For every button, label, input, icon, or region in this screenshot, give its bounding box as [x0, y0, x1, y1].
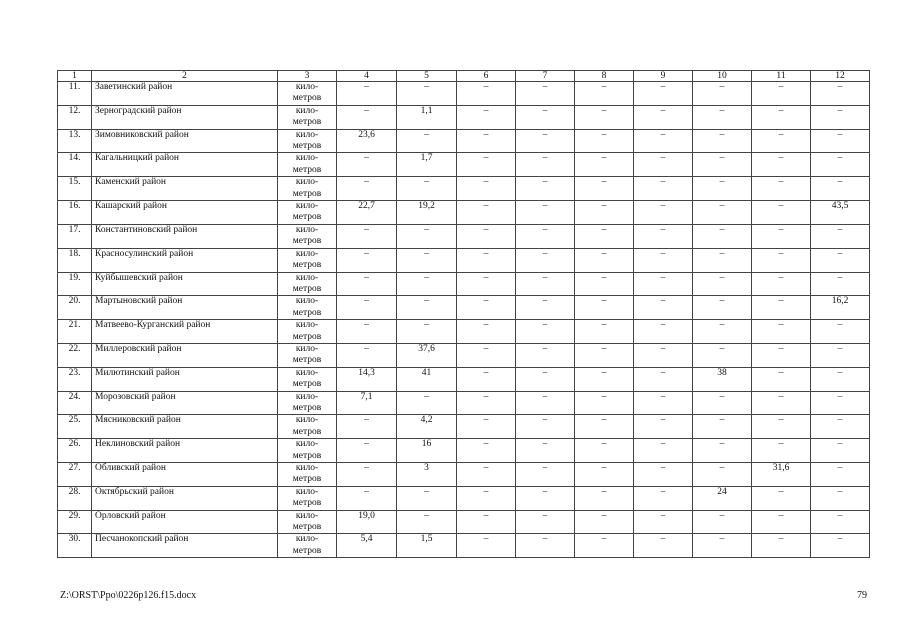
- value-cell: –: [575, 177, 634, 201]
- value-cell: –: [575, 463, 634, 487]
- value-cell: –: [693, 439, 752, 463]
- row-number: 14.: [58, 153, 92, 177]
- district-name: Кагальницкий район: [92, 153, 278, 177]
- value-cell: –: [397, 486, 457, 510]
- row-number: 18.: [58, 248, 92, 272]
- value-cell: –: [752, 153, 811, 177]
- data-table: [57, 70, 870, 558]
- value-cell: –: [397, 296, 457, 320]
- value-cell: –: [397, 320, 457, 344]
- value-cell: –: [457, 129, 516, 153]
- unit-cell: кило- метров: [278, 320, 337, 344]
- row-number: 26.: [58, 439, 92, 463]
- value-cell: 16: [397, 439, 457, 463]
- row-number: 22.: [58, 343, 92, 367]
- value-cell: –: [752, 439, 811, 463]
- table-row: [58, 82, 870, 106]
- row-number: 28.: [58, 486, 92, 510]
- column-header: 8: [575, 71, 634, 82]
- value-cell: –: [634, 486, 693, 510]
- row-number: 20.: [58, 296, 92, 320]
- value-cell: –: [457, 320, 516, 344]
- unit-cell: кило- метров: [278, 486, 337, 510]
- value-cell: 31,6: [752, 463, 811, 487]
- value-cell: –: [693, 463, 752, 487]
- value-cell: –: [575, 201, 634, 225]
- value-cell: –: [634, 415, 693, 439]
- value-cell: –: [397, 177, 457, 201]
- value-cell: –: [575, 320, 634, 344]
- district-name: Красносулинский район: [92, 248, 278, 272]
- table-row: [58, 177, 870, 201]
- column-header: 12: [811, 71, 870, 82]
- row-number: 15.: [58, 177, 92, 201]
- value-cell: –: [457, 486, 516, 510]
- value-cell: –: [457, 248, 516, 272]
- value-cell: –: [457, 153, 516, 177]
- value-cell: –: [516, 320, 575, 344]
- row-number: 13.: [58, 129, 92, 153]
- value-cell: –: [457, 272, 516, 296]
- value-cell: –: [811, 248, 870, 272]
- value-cell: –: [811, 415, 870, 439]
- district-name: Заветинский район: [92, 82, 278, 106]
- value-cell: –: [693, 129, 752, 153]
- value-cell: –: [337, 320, 397, 344]
- value-cell: –: [752, 320, 811, 344]
- district-name: Матвеево-Курганский район: [92, 320, 278, 344]
- value-cell: 19,0: [337, 510, 397, 534]
- value-cell: 16,2: [811, 296, 870, 320]
- value-cell: –: [752, 391, 811, 415]
- value-cell: –: [693, 82, 752, 106]
- row-number: 12.: [58, 105, 92, 129]
- value-cell: –: [811, 534, 870, 558]
- value-cell: 37,6: [397, 343, 457, 367]
- row-number: 27.: [58, 463, 92, 487]
- value-cell: –: [516, 463, 575, 487]
- table-row: [58, 367, 870, 391]
- value-cell: –: [811, 463, 870, 487]
- table-row: [58, 391, 870, 415]
- value-cell: 7,1: [337, 391, 397, 415]
- district-name: Октябрьский район: [92, 486, 278, 510]
- district-name: Миллеровский район: [92, 343, 278, 367]
- value-cell: –: [457, 224, 516, 248]
- value-cell: –: [693, 201, 752, 225]
- unit-cell: кило- метров: [278, 391, 337, 415]
- value-cell: –: [811, 343, 870, 367]
- value-cell: –: [575, 534, 634, 558]
- value-cell: –: [397, 391, 457, 415]
- value-cell: –: [811, 486, 870, 510]
- column-header: 5: [397, 71, 457, 82]
- value-cell: –: [457, 296, 516, 320]
- unit-cell: кило- метров: [278, 153, 337, 177]
- district-name: Кашарский район: [92, 201, 278, 225]
- value-cell: –: [516, 272, 575, 296]
- unit-cell: кило- метров: [278, 463, 337, 487]
- value-cell: –: [397, 510, 457, 534]
- value-cell: –: [752, 486, 811, 510]
- value-cell: –: [516, 296, 575, 320]
- value-cell: –: [457, 463, 516, 487]
- district-name: Каменский район: [92, 177, 278, 201]
- table-row: [58, 296, 870, 320]
- value-cell: –: [457, 105, 516, 129]
- value-cell: –: [752, 534, 811, 558]
- value-cell: –: [693, 177, 752, 201]
- value-cell: –: [752, 105, 811, 129]
- value-cell: –: [634, 343, 693, 367]
- column-header: 10: [693, 71, 752, 82]
- value-cell: –: [634, 296, 693, 320]
- value-cell: –: [693, 343, 752, 367]
- row-number: 24.: [58, 391, 92, 415]
- value-cell: –: [337, 343, 397, 367]
- table-row: [58, 129, 870, 153]
- value-cell: –: [516, 129, 575, 153]
- value-cell: –: [516, 415, 575, 439]
- value-cell: –: [575, 367, 634, 391]
- table-body: [58, 82, 870, 558]
- value-cell: –: [457, 82, 516, 106]
- column-header: 4: [337, 71, 397, 82]
- district-name: Милютинский район: [92, 367, 278, 391]
- value-cell: –: [811, 391, 870, 415]
- value-cell: –: [634, 177, 693, 201]
- value-cell: –: [337, 105, 397, 129]
- value-cell: –: [516, 343, 575, 367]
- value-cell: 41: [397, 367, 457, 391]
- table-row: [58, 224, 870, 248]
- value-cell: –: [811, 82, 870, 106]
- value-cell: –: [516, 439, 575, 463]
- value-cell: 23,6: [337, 129, 397, 153]
- district-name: Морозовский район: [92, 391, 278, 415]
- unit-cell: кило- метров: [278, 534, 337, 558]
- value-cell: –: [397, 129, 457, 153]
- table-row: [58, 105, 870, 129]
- row-number: 23.: [58, 367, 92, 391]
- unit-cell: кило- метров: [278, 367, 337, 391]
- value-cell: –: [457, 367, 516, 391]
- district-name: Куйбышевский район: [92, 272, 278, 296]
- column-header: 3: [278, 71, 337, 82]
- unit-cell: кило- метров: [278, 415, 337, 439]
- value-cell: –: [337, 224, 397, 248]
- value-cell: –: [634, 201, 693, 225]
- district-name: Орловский район: [92, 510, 278, 534]
- value-cell: –: [575, 415, 634, 439]
- value-cell: –: [397, 224, 457, 248]
- value-cell: –: [634, 129, 693, 153]
- value-cell: –: [634, 248, 693, 272]
- value-cell: –: [457, 439, 516, 463]
- column-header: 9: [634, 71, 693, 82]
- row-number: 30.: [58, 534, 92, 558]
- value-cell: –: [693, 320, 752, 344]
- value-cell: 19,2: [397, 201, 457, 225]
- value-cell: –: [634, 105, 693, 129]
- value-cell: –: [811, 439, 870, 463]
- value-cell: –: [516, 367, 575, 391]
- value-cell: –: [575, 82, 634, 106]
- column-header: 6: [457, 71, 516, 82]
- value-cell: –: [634, 439, 693, 463]
- value-cell: –: [397, 248, 457, 272]
- value-cell: –: [516, 391, 575, 415]
- value-cell: –: [693, 296, 752, 320]
- value-cell: –: [634, 82, 693, 106]
- row-number: 16.: [58, 201, 92, 225]
- unit-cell: кило- метров: [278, 129, 337, 153]
- value-cell: –: [634, 153, 693, 177]
- table-row: [58, 415, 870, 439]
- column-header: 11: [752, 71, 811, 82]
- value-cell: –: [752, 248, 811, 272]
- value-cell: –: [457, 415, 516, 439]
- value-cell: 1,1: [397, 105, 457, 129]
- value-cell: –: [575, 439, 634, 463]
- value-cell: –: [575, 486, 634, 510]
- value-cell: –: [457, 391, 516, 415]
- value-cell: –: [457, 177, 516, 201]
- column-header: 1: [58, 71, 92, 82]
- district-name: Неклиновский район: [92, 439, 278, 463]
- value-cell: –: [752, 343, 811, 367]
- value-cell: –: [634, 272, 693, 296]
- value-cell: –: [693, 224, 752, 248]
- value-cell: –: [634, 224, 693, 248]
- value-cell: –: [337, 153, 397, 177]
- district-name: Зимовниковский район: [92, 129, 278, 153]
- value-cell: –: [811, 320, 870, 344]
- table-row: [58, 272, 870, 296]
- value-cell: –: [752, 82, 811, 106]
- value-cell: –: [811, 105, 870, 129]
- row-number: 29.: [58, 510, 92, 534]
- value-cell: 1,5: [397, 534, 457, 558]
- table-row: [58, 201, 870, 225]
- value-cell: –: [457, 510, 516, 534]
- unit-cell: кило- метров: [278, 439, 337, 463]
- value-cell: 22,7: [337, 201, 397, 225]
- table-header-row: [58, 71, 870, 82]
- unit-cell: кило- метров: [278, 343, 337, 367]
- unit-cell: кило- метров: [278, 272, 337, 296]
- value-cell: –: [634, 534, 693, 558]
- page-number: 79: [857, 590, 867, 601]
- column-header: 2: [92, 71, 278, 82]
- value-cell: 1,7: [397, 153, 457, 177]
- district-name: Мартыновский район: [92, 296, 278, 320]
- row-number: 21.: [58, 320, 92, 344]
- value-cell: –: [516, 486, 575, 510]
- value-cell: –: [634, 367, 693, 391]
- value-cell: –: [752, 129, 811, 153]
- value-cell: –: [516, 248, 575, 272]
- unit-cell: кило- метров: [278, 296, 337, 320]
- value-cell: –: [575, 248, 634, 272]
- value-cell: –: [811, 272, 870, 296]
- value-cell: –: [516, 105, 575, 129]
- unit-cell: кило- метров: [278, 177, 337, 201]
- value-cell: –: [752, 224, 811, 248]
- table-row: [58, 248, 870, 272]
- value-cell: 43,5: [811, 201, 870, 225]
- file-path: Z:\ORST\Ppo\0226p126.f15.docx: [60, 590, 197, 601]
- value-cell: –: [457, 201, 516, 225]
- value-cell: –: [693, 534, 752, 558]
- value-cell: –: [575, 510, 634, 534]
- row-number: 19.: [58, 272, 92, 296]
- value-cell: –: [634, 510, 693, 534]
- value-cell: –: [516, 153, 575, 177]
- value-cell: –: [575, 129, 634, 153]
- value-cell: 3: [397, 463, 457, 487]
- value-cell: –: [752, 177, 811, 201]
- row-number: 17.: [58, 224, 92, 248]
- value-cell: –: [575, 153, 634, 177]
- value-cell: –: [457, 343, 516, 367]
- value-cell: –: [575, 391, 634, 415]
- value-cell: –: [516, 82, 575, 106]
- table-row: [58, 534, 870, 558]
- value-cell: –: [752, 201, 811, 225]
- table-row: [58, 463, 870, 487]
- table-row: [58, 153, 870, 177]
- value-cell: –: [575, 343, 634, 367]
- value-cell: 38: [693, 367, 752, 391]
- value-cell: –: [693, 510, 752, 534]
- table-row: [58, 439, 870, 463]
- value-cell: –: [811, 367, 870, 391]
- row-number: 11.: [58, 82, 92, 106]
- value-cell: –: [752, 367, 811, 391]
- value-cell: –: [634, 320, 693, 344]
- value-cell: –: [457, 534, 516, 558]
- value-cell: –: [693, 415, 752, 439]
- district-name: Песчанокопский район: [92, 534, 278, 558]
- value-cell: –: [575, 224, 634, 248]
- value-cell: –: [397, 272, 457, 296]
- value-cell: –: [575, 272, 634, 296]
- value-cell: –: [516, 224, 575, 248]
- table-row: [58, 486, 870, 510]
- unit-cell: кило- метров: [278, 201, 337, 225]
- unit-cell: кило- метров: [278, 224, 337, 248]
- value-cell: 14,3: [337, 367, 397, 391]
- value-cell: –: [752, 510, 811, 534]
- value-cell: –: [634, 463, 693, 487]
- district-name: Мясниковский район: [92, 415, 278, 439]
- value-cell: –: [337, 486, 397, 510]
- value-cell: –: [693, 272, 752, 296]
- value-cell: –: [811, 129, 870, 153]
- value-cell: –: [337, 415, 397, 439]
- value-cell: –: [752, 272, 811, 296]
- value-cell: –: [516, 201, 575, 225]
- value-cell: –: [516, 534, 575, 558]
- unit-cell: кило- метров: [278, 105, 337, 129]
- value-cell: –: [337, 177, 397, 201]
- column-header: 7: [516, 71, 575, 82]
- value-cell: –: [337, 439, 397, 463]
- value-cell: –: [516, 177, 575, 201]
- value-cell: –: [337, 463, 397, 487]
- value-cell: –: [811, 177, 870, 201]
- unit-cell: кило- метров: [278, 510, 337, 534]
- value-cell: –: [337, 82, 397, 106]
- value-cell: –: [337, 248, 397, 272]
- value-cell: –: [693, 105, 752, 129]
- value-cell: 24: [693, 486, 752, 510]
- unit-cell: кило- метров: [278, 248, 337, 272]
- value-cell: –: [693, 391, 752, 415]
- table-row: [58, 320, 870, 344]
- value-cell: –: [693, 248, 752, 272]
- district-name: Обливский район: [92, 463, 278, 487]
- value-cell: –: [811, 153, 870, 177]
- value-cell: –: [811, 224, 870, 248]
- table-row: [58, 510, 870, 534]
- value-cell: 4,2: [397, 415, 457, 439]
- unit-cell: кило- метров: [278, 82, 337, 106]
- district-name: Зерноградский район: [92, 105, 278, 129]
- value-cell: –: [752, 296, 811, 320]
- value-cell: –: [337, 272, 397, 296]
- value-cell: –: [693, 153, 752, 177]
- value-cell: –: [397, 82, 457, 106]
- table-row: [58, 343, 870, 367]
- value-cell: –: [575, 296, 634, 320]
- district-name: Константиновский район: [92, 224, 278, 248]
- value-cell: –: [575, 105, 634, 129]
- value-cell: –: [337, 296, 397, 320]
- value-cell: –: [634, 391, 693, 415]
- value-cell: –: [516, 510, 575, 534]
- value-cell: –: [811, 510, 870, 534]
- row-number: 25.: [58, 415, 92, 439]
- value-cell: 5,4: [337, 534, 397, 558]
- value-cell: –: [752, 415, 811, 439]
